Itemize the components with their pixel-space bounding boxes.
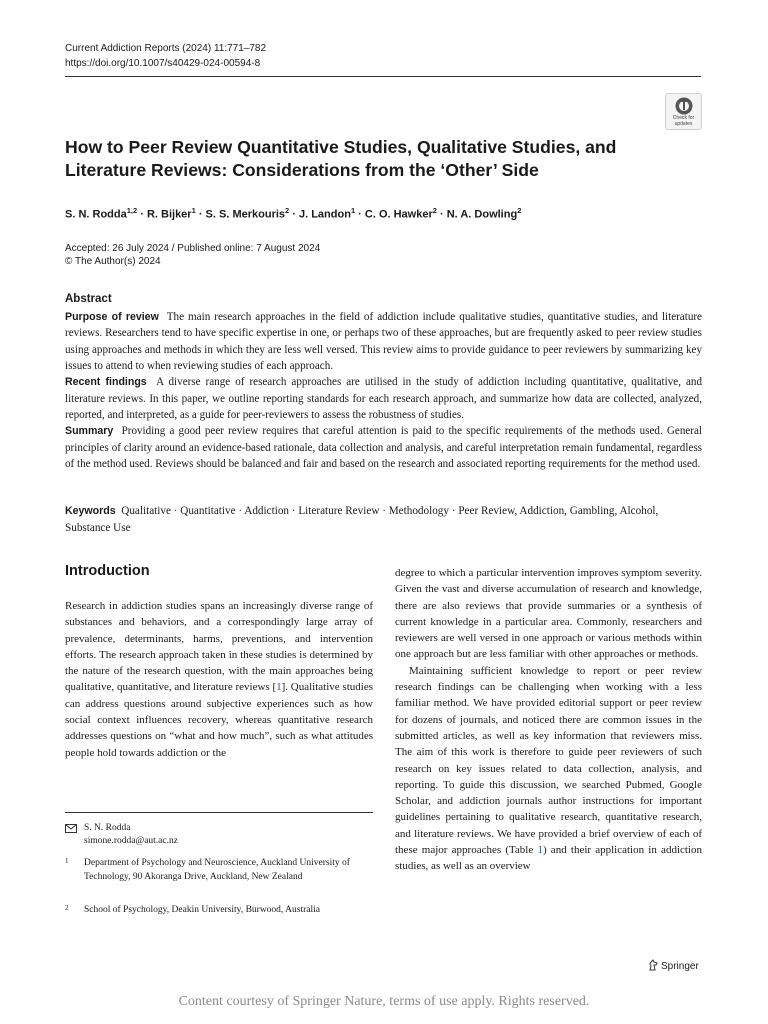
affiliation-2-text: School of Psychology, Deakin University, Burwood, Australia	[84, 905, 320, 915]
abstract-body	[65, 309, 702, 472]
intro-left-column	[65, 598, 373, 761]
publisher-name: Springer	[661, 961, 699, 972]
keywords-label: Keywords	[65, 505, 116, 517]
summary-label: Summary	[65, 425, 114, 438]
accepted-published: Accepted: 26 July 2024 / Published online: 7 August 2024	[65, 243, 321, 254]
author-list	[65, 203, 521, 223]
author-affiliation-sup: 2	[285, 206, 290, 215]
keywords-text: Qualitative · Quantitative · Addiction · Literature Review · Methodology · Peer Review, Addiction, Gambling, Alcohol, Substance Use	[65, 505, 659, 534]
article-dates	[65, 242, 320, 268]
journal-citation: Current Addiction Reports (2024) 11:771–782	[65, 43, 267, 54]
envelope-icon	[65, 824, 77, 833]
springer-horse-icon	[648, 959, 659, 971]
check-for-updates-badge[interactable]	[665, 93, 702, 130]
header-divider	[65, 76, 701, 77]
abstract-findings	[65, 374, 702, 423]
courtesy-notice: Content courtesy of Springer Nature, terms of use apply. Rights reserved.	[178, 994, 590, 1009]
intro-paragraph-1-cont: degree to which a particular intervention improves symptom severity. Given the vast and diverse accumulation of research and knowledge, there are also reviews that provide summaries or a synthesis of current knowledge in a particular area. Commonly, researchers and reviewers are well versed in one approach or various methods within one approach but are less familiar with other approaches or methods.	[395, 567, 702, 661]
badge-line2: updates	[674, 121, 693, 127]
summary-text: Providing a good peer review requires that careful attention is paid to the specific requirements of the methods used. General principles of clarity around an evidence-based rationale, data collection and analysis, and careful interpretation remain fundamental, regardless of the method used. Reviews should be balanced and fair and based on the research and associated reporting requirements for the method used.	[65, 425, 702, 471]
author-separator: ·	[195, 208, 206, 221]
author-affiliation-sup: 2	[517, 206, 522, 215]
intro-right-column	[395, 565, 702, 875]
author-name[interactable]: N. A. Dowling	[446, 208, 518, 221]
author-separator: ·	[436, 208, 447, 221]
author-affiliation-sup: 1,2	[126, 206, 138, 215]
corresp-email[interactable]: simone.rodda@aut.ac.nz	[84, 836, 178, 846]
author-separator: ·	[355, 208, 365, 221]
author-affiliation-sup: 1	[350, 206, 356, 215]
affiliation-1-text: Department of Psychology and Neuroscience, Auckland University of Technology, 90 Akoranga Drive, Auckland, New Zealand	[84, 858, 350, 882]
findings-label: Recent findings	[65, 376, 147, 389]
copyright: © The Author(s) 2024	[65, 256, 161, 267]
purpose-text: The main research approaches in the field of addiction include qualitative studies, quantitative studies, and literature reviews. Researchers tend to have specific expertise in one, or perhaps two of these approaches, but are frequently asked to peer review studies using approaches and methods in which they are less well versed. This review aims to provide guidance to peer reviewers by summarizing key issues to attend to when reviewing studies of each approach.	[65, 311, 702, 373]
author-name[interactable]: S. S. Merkouris	[205, 208, 286, 221]
abstract-heading: Abstract	[65, 293, 112, 305]
author-separator: ·	[289, 208, 299, 221]
affiliation-2	[65, 904, 365, 918]
affiliation-1	[65, 857, 365, 884]
abstract-summary	[65, 423, 702, 472]
journal-citation-block	[65, 41, 266, 71]
affiliation-2-number: 2	[65, 904, 69, 912]
findings-text: A diverse range of research approaches are utilised in the study of addiction including quantitative, qualitative, and literature reviews. In this paper, we outline reporting standards for each research approach, and summarize how data are collected, analyzed, reported, and interpreted, as a guide for peer-reviewers to assess the robustness of studies.	[65, 376, 702, 422]
badge-line1: Check for	[672, 115, 695, 121]
intro-paragraph-2: Maintaining sufficient knowledge to report or peer review research findings can be challenging when working with a less familiar method. We have provided editorial support or peer review for dozens of journals, and noticed there are common issues in the submitted articles, as well as key information that reviewers miss. The aim of this work is therefore to guide peer reviewers of such research on key issues related to data collection, analysis, and reporting. To guide this discussion, we searched Pubmed, Google Scholar, and addiction journals author instructions for important guidelines pertaining to qualitative research, quantitative research, and literature reviews. We have provided a brief overview of each of these major approaches (Table 1) and their application in addiction studies, as well as an overview	[395, 664, 702, 873]
author-separator: ·	[137, 208, 147, 221]
keywords	[65, 503, 665, 536]
introduction-heading: Introduction	[65, 563, 150, 579]
affiliation-1-number: 1	[65, 857, 69, 865]
author-name[interactable]: J. Landon	[298, 208, 351, 221]
corresp-name: S. N. Rodda	[84, 823, 131, 833]
citation-link-1[interactable]: 1	[276, 681, 282, 694]
check-for-updates-icon	[673, 96, 695, 116]
doi-link[interactable]: https://doi.org/10.1007/s40429-024-00594-8	[65, 58, 261, 69]
table-link-1[interactable]: 1	[537, 844, 543, 857]
intro-paragraph-1: Research in addiction studies spans an increasingly diverse range of substances and behaviors, and a correspondingly large array of prevalence, determinants, harms, preventions, and intervention efforts. The research approach taken in these studies is determined by the nature of the research question, with the main approaches being qualitative, quantitative, and literature reviews [1]. Qualitative studies can address questions around subjective experiences such as how social context influences recovery, whereas quantitative research addresses questions on “what and how much”, such as what attitudes people hold towards addiction or the	[65, 600, 373, 759]
author-name[interactable]: C. O. Hawker	[364, 208, 433, 221]
purpose-label: Purpose of review	[65, 311, 159, 323]
author-affiliation-sup: 1	[191, 206, 196, 215]
publisher-logo	[648, 959, 699, 973]
author-name[interactable]: R. Bijker	[146, 208, 192, 221]
abstract-purpose	[65, 309, 702, 374]
article-title: How to Peer Review Quantitative Studies, Qualitative Studies, and Literature Reviews: Considerations from the ‘Other’ Side	[65, 137, 617, 180]
footnote-divider	[65, 812, 373, 813]
author-affiliation-sup: 2	[432, 206, 437, 215]
author-name[interactable]: S. N. Rodda	[65, 208, 127, 221]
